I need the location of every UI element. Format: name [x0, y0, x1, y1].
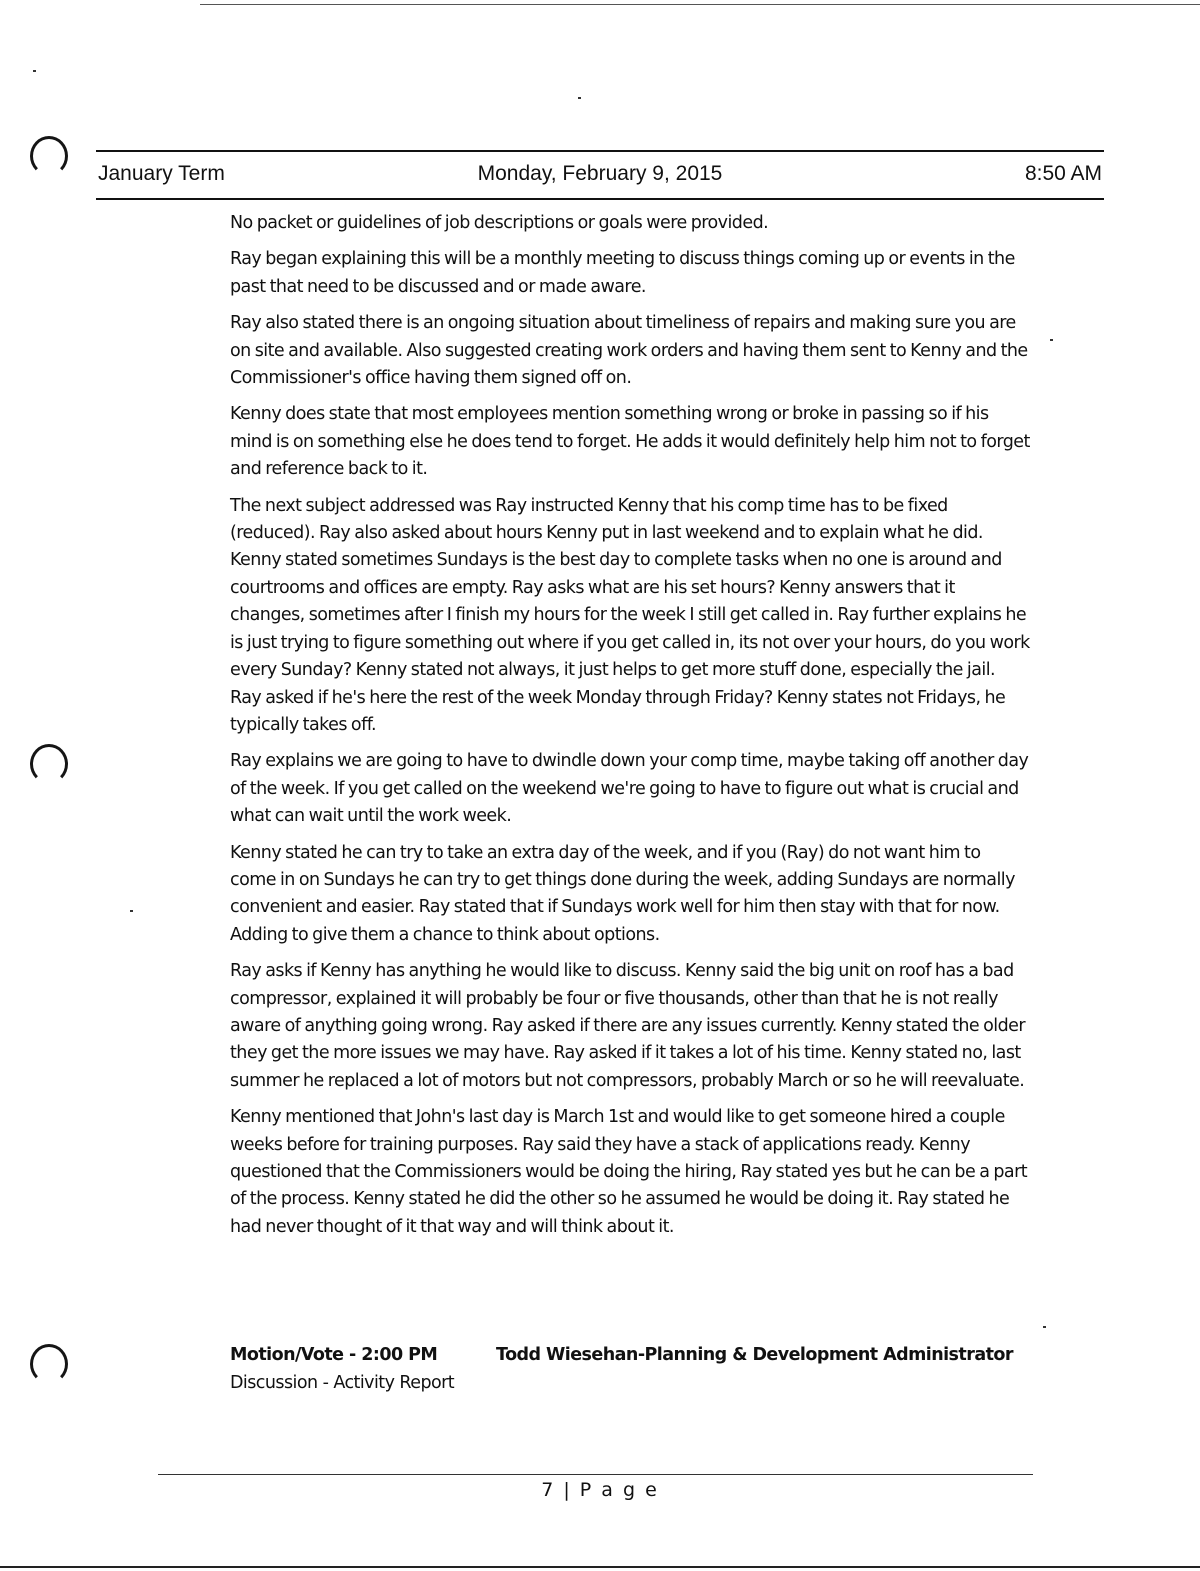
scan-speck	[1043, 1326, 1046, 1328]
minutes-body	[230, 210, 1030, 1250]
punch-hole	[30, 1344, 68, 1384]
scan-speck	[33, 70, 36, 72]
page-number: 7 | P a g e	[541, 1479, 659, 1501]
paragraph: Kenny does state that most employees mention something wrong or broke in passing so if his mind is on something else he does tend to forget. He adds it would definitely help him not to forget and reference back to it.	[230, 404, 1030, 480]
agenda-row	[230, 1341, 1050, 1369]
agenda-discussion: Discussion - Activity Report	[230, 1373, 455, 1393]
agenda-item	[230, 1341, 1050, 1397]
paragraph: Ray asks if Kenny has anything he would like to discuss. Kenny said the big unit on roof has a bad compressor, explained it will probably be four or five thousands, other than that he is not really aware of anything going wrong. Ray asked if there are any issues currently. Kenny stated the older they get the more issues we may have. Ray asked if it takes a lot of his time. Kenny stated no, last summer he replaced a lot of motors but not compressors, probably March or so he will reevaluate.	[230, 961, 1026, 1091]
agenda-person: Todd Wiesehan-Planning & Development Administrator	[496, 1345, 1013, 1365]
footer-rule	[158, 1474, 1033, 1475]
punch-hole	[30, 136, 68, 176]
paragraph: The next subject addressed was Ray instructed Kenny that his comp time has to be fixed (reduced). Ray also asked about hours Kenny put in last weekend and to explain what he did. Kenny stated sometimes Sundays is the best day to complete tasks when no one is around and courtrooms and offices are empty. Ray asks what are his set hours? Kenny answers that it changes, sometimes after I finish my hours for the week I still get called in. Ray further explains he is just trying to figure something out where if you get called in, its not over your hours, do you work every Sunday? Kenny stated not always, it just helps to get more stuff done, especially the jail. Ray asked if he's here the rest of the week Monday through Friday? Kenny states not Fridays, he typically takes off.	[230, 495, 1030, 735]
scan-speck	[1050, 339, 1053, 341]
page-header	[96, 150, 1104, 200]
paragraph: Kenny stated he can try to take an extra day of the week, and if you (Ray) do not want him to come in on Sundays he can try to get things done during the week, adding Sundays are normally convenient and easier. Ray stated that if Sundays work well for him then stay with that for now. Adding to give them a chance to think about options.	[230, 842, 1015, 945]
scan-speck	[578, 97, 581, 99]
paragraph: Kenny mentioned that John's last day is March 1st and would like to get someone hired a couple weeks before for training purposes. Ray said they have a stack of applications ready. Kenny questioned that the Commissioners would be doing the hiring, Ray stated yes but he can be a part of the process. Kenny stated he did the other so he assumed he would be doing it. Ray stated he had never thought of it that way and will think about it.	[230, 1107, 1028, 1237]
paragraph: Ray began explaining this will be a monthly meeting to discuss things coming up or events in the past that need to be discussed and or made aware.	[230, 249, 1015, 297]
agenda-row	[230, 1369, 1050, 1397]
scan-edge-top	[200, 4, 1200, 5]
header-term: January Term	[98, 162, 225, 185]
scan-edge-bottom	[0, 1566, 1200, 1568]
scan-speck	[130, 910, 133, 912]
paragraph: No packet or guidelines of job descriptions or goals were provided.	[230, 213, 769, 233]
paragraph: Ray also stated there is an ongoing situation about timeliness of repairs and making sure you are on site and available. Also suggested creating work orders and having them sent to Kenny and the Commissioner's office having them signed off on.	[230, 313, 1028, 389]
header-date: Monday, February 9, 2015	[477, 162, 723, 185]
header-time: 8:50 AM	[1024, 162, 1102, 185]
paragraph: Ray explains we are going to have to dwindle down your comp time, maybe taking off another day of the week. If you get called on the weekend we're going to have to figure out what is crucial and what can wait until the work week.	[230, 751, 1029, 827]
agenda-motion: Motion/Vote - 2:00 PM	[230, 1345, 438, 1365]
punch-hole	[30, 744, 68, 784]
